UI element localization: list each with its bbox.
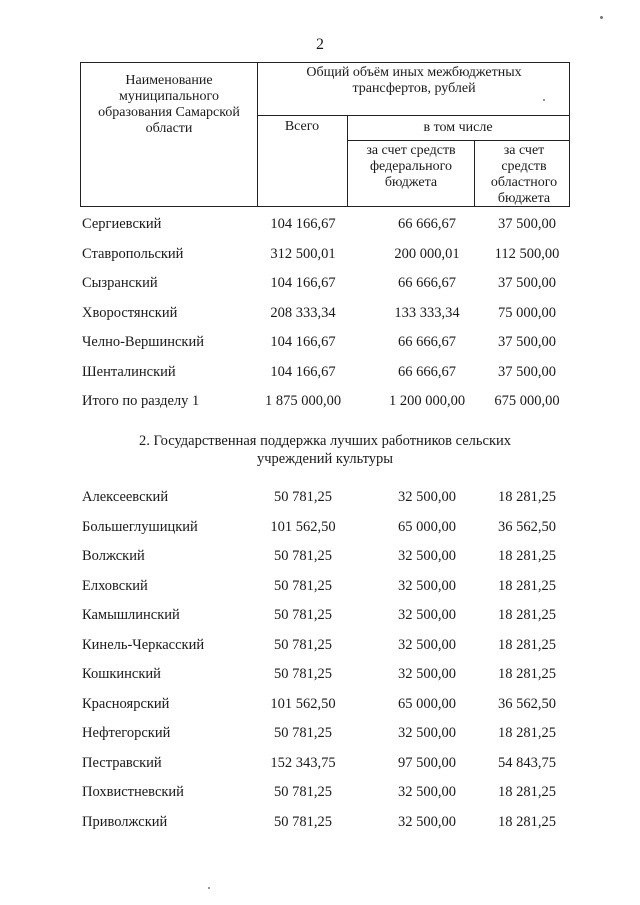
- regional-value: 18 281,25: [498, 813, 556, 830]
- header-divider: [257, 63, 258, 206]
- header-col-total: Всего: [284, 119, 320, 134]
- federal-value: 32 500,00: [398, 725, 456, 741]
- federal-value: 32 500,00: [398, 784, 456, 800]
- federal-value: 32 500,00: [398, 548, 456, 564]
- total-value: 104 166,67: [270, 275, 336, 291]
- header-col-incl: в том числе: [423, 120, 493, 135]
- federal-value: 32 500,00: [398, 666, 456, 682]
- municipality-name: Большеглушицкий: [82, 518, 198, 535]
- table-row: [82, 576, 570, 606]
- regional-value: 18 281,25: [498, 607, 556, 623]
- municipality-name: Ставропольский: [82, 245, 184, 262]
- total-value: 50 781,25: [274, 784, 332, 800]
- header-col-reg: за счет средств областного бюджета: [490, 143, 558, 206]
- total-value: 50 781,25: [274, 607, 332, 623]
- federal-value: 65 000,00: [398, 518, 456, 535]
- section2-title: 2. Государственная поддержка лучших работников сельских учреждений культуры: [139, 433, 511, 467]
- table-row: [82, 635, 570, 665]
- federal-value: 66 666,67: [398, 363, 456, 380]
- total-value: 50 781,25: [274, 636, 332, 653]
- total-value: 50 781,25: [274, 666, 332, 682]
- federal-value: 32 500,00: [398, 577, 456, 594]
- regional-value: 37 500,00: [498, 363, 556, 380]
- regional-value: 675 000,00: [494, 393, 560, 409]
- regional-value: 18 281,25: [498, 636, 556, 653]
- regional-value: 18 281,25: [498, 784, 556, 800]
- federal-value: 32 500,00: [398, 636, 456, 653]
- table-row: [82, 273, 570, 303]
- regional-value: 37 500,00: [498, 334, 556, 350]
- regional-value: 18 281,25: [498, 666, 556, 682]
- federal-value: 32 500,00: [398, 607, 456, 623]
- total-value: 104 166,67: [270, 216, 336, 232]
- municipality-name: Красноярский: [82, 695, 170, 712]
- total-value: 50 781,25: [274, 489, 332, 505]
- federal-value: 65 000,00: [398, 695, 456, 712]
- table-row: [82, 664, 570, 694]
- total-value: 312 500,01: [270, 245, 336, 262]
- total-value: 1 875 000,00: [264, 393, 342, 409]
- table-row: [82, 605, 570, 635]
- table-row: [82, 723, 570, 753]
- municipality-name: Челно-Вершинский: [82, 334, 204, 350]
- federal-value: 200 000,01: [394, 245, 460, 262]
- scan-speck: [208, 887, 210, 889]
- municipality-name: Шенталинский: [82, 363, 176, 380]
- total-value: 152 343,75: [270, 754, 336, 771]
- federal-value: 66 666,67: [398, 216, 456, 232]
- total-value: 104 166,67: [270, 363, 336, 380]
- regional-value: 18 281,25: [498, 577, 556, 594]
- municipality-name: Сызранский: [82, 275, 158, 291]
- regional-value: 18 281,25: [498, 725, 556, 741]
- section1-table: [82, 214, 570, 421]
- header-divider: [347, 140, 569, 141]
- municipality-name: Алексеевский: [82, 489, 169, 505]
- total-value: 101 562,50: [270, 695, 336, 712]
- header-col-name: Наименование муниципального образования Самарской области: [98, 73, 240, 136]
- table-row: [82, 694, 570, 724]
- municipality-name: Нефтегорский: [82, 725, 171, 741]
- federal-value: 97 500,00: [398, 754, 456, 771]
- regional-value: 36 562,50: [498, 518, 556, 535]
- regional-value: 37 500,00: [498, 275, 556, 291]
- federal-value: 66 666,67: [398, 334, 456, 350]
- municipality-name: Кошкинский: [82, 666, 161, 682]
- federal-value: 66 666,67: [398, 275, 456, 291]
- page-number: 2: [316, 36, 324, 53]
- municipality-name: Сергиевский: [82, 216, 162, 232]
- header-divider: [474, 140, 475, 206]
- total-value: 50 781,25: [274, 725, 332, 741]
- scan-speck: [600, 16, 603, 19]
- federal-value: 1 200 000,00: [388, 393, 466, 409]
- section2-table: [82, 487, 570, 841]
- table-row: [82, 332, 570, 362]
- header-col-total-group: Общий объём иных межбюджетных трансфертов, рублей: [306, 65, 522, 96]
- federal-value: 32 500,00: [398, 813, 456, 830]
- table-row: [82, 546, 570, 576]
- municipality-name: Похвистневский: [82, 784, 184, 800]
- regional-value: 36 562,50: [498, 695, 556, 712]
- header-divider: [257, 115, 569, 116]
- table-row: [82, 244, 570, 274]
- regional-value: 18 281,25: [498, 489, 556, 505]
- total-value: 101 562,50: [270, 518, 336, 535]
- municipality-name: Камышлинский: [82, 607, 180, 623]
- municipality-name: Волжский: [82, 548, 145, 564]
- federal-value: 32 500,00: [398, 489, 456, 505]
- regional-value: 112 500,00: [494, 245, 560, 262]
- table-row: [82, 812, 570, 842]
- municipality-name: Пестравский: [82, 754, 162, 771]
- table-row: [82, 362, 570, 392]
- scan-speck: [543, 99, 545, 101]
- table-row: [82, 487, 570, 517]
- section1-total-row: [82, 391, 570, 421]
- municipality-name: Хворостянский: [82, 304, 178, 321]
- header-col-fed: за счет средств федерального бюджета: [366, 143, 456, 190]
- municipality-name: Елховский: [82, 577, 148, 594]
- federal-value: 133 333,34: [394, 304, 460, 321]
- table-row: [82, 303, 570, 333]
- total-value: 104 166,67: [270, 334, 336, 350]
- regional-value: 75 000,00: [498, 304, 556, 321]
- table-header: [80, 62, 570, 207]
- total-value: 50 781,25: [274, 548, 332, 564]
- municipality-name: Приволжский: [82, 813, 168, 830]
- municipality-name: Кинель-Черкасский: [82, 636, 205, 653]
- regional-value: 18 281,25: [498, 548, 556, 564]
- total-value: 50 781,25: [274, 577, 332, 594]
- regional-value: 54 843,75: [498, 754, 556, 771]
- total-value: 50 781,25: [274, 813, 332, 830]
- regional-value: 37 500,00: [498, 216, 556, 232]
- total-value: 208 333,34: [270, 304, 336, 321]
- header-divider: [347, 115, 348, 206]
- table-row: [82, 517, 570, 547]
- table-row: [82, 753, 570, 783]
- table-row: [82, 214, 570, 244]
- table-row: [82, 782, 570, 812]
- total-row-label: Итого по разделу 1: [82, 393, 200, 409]
